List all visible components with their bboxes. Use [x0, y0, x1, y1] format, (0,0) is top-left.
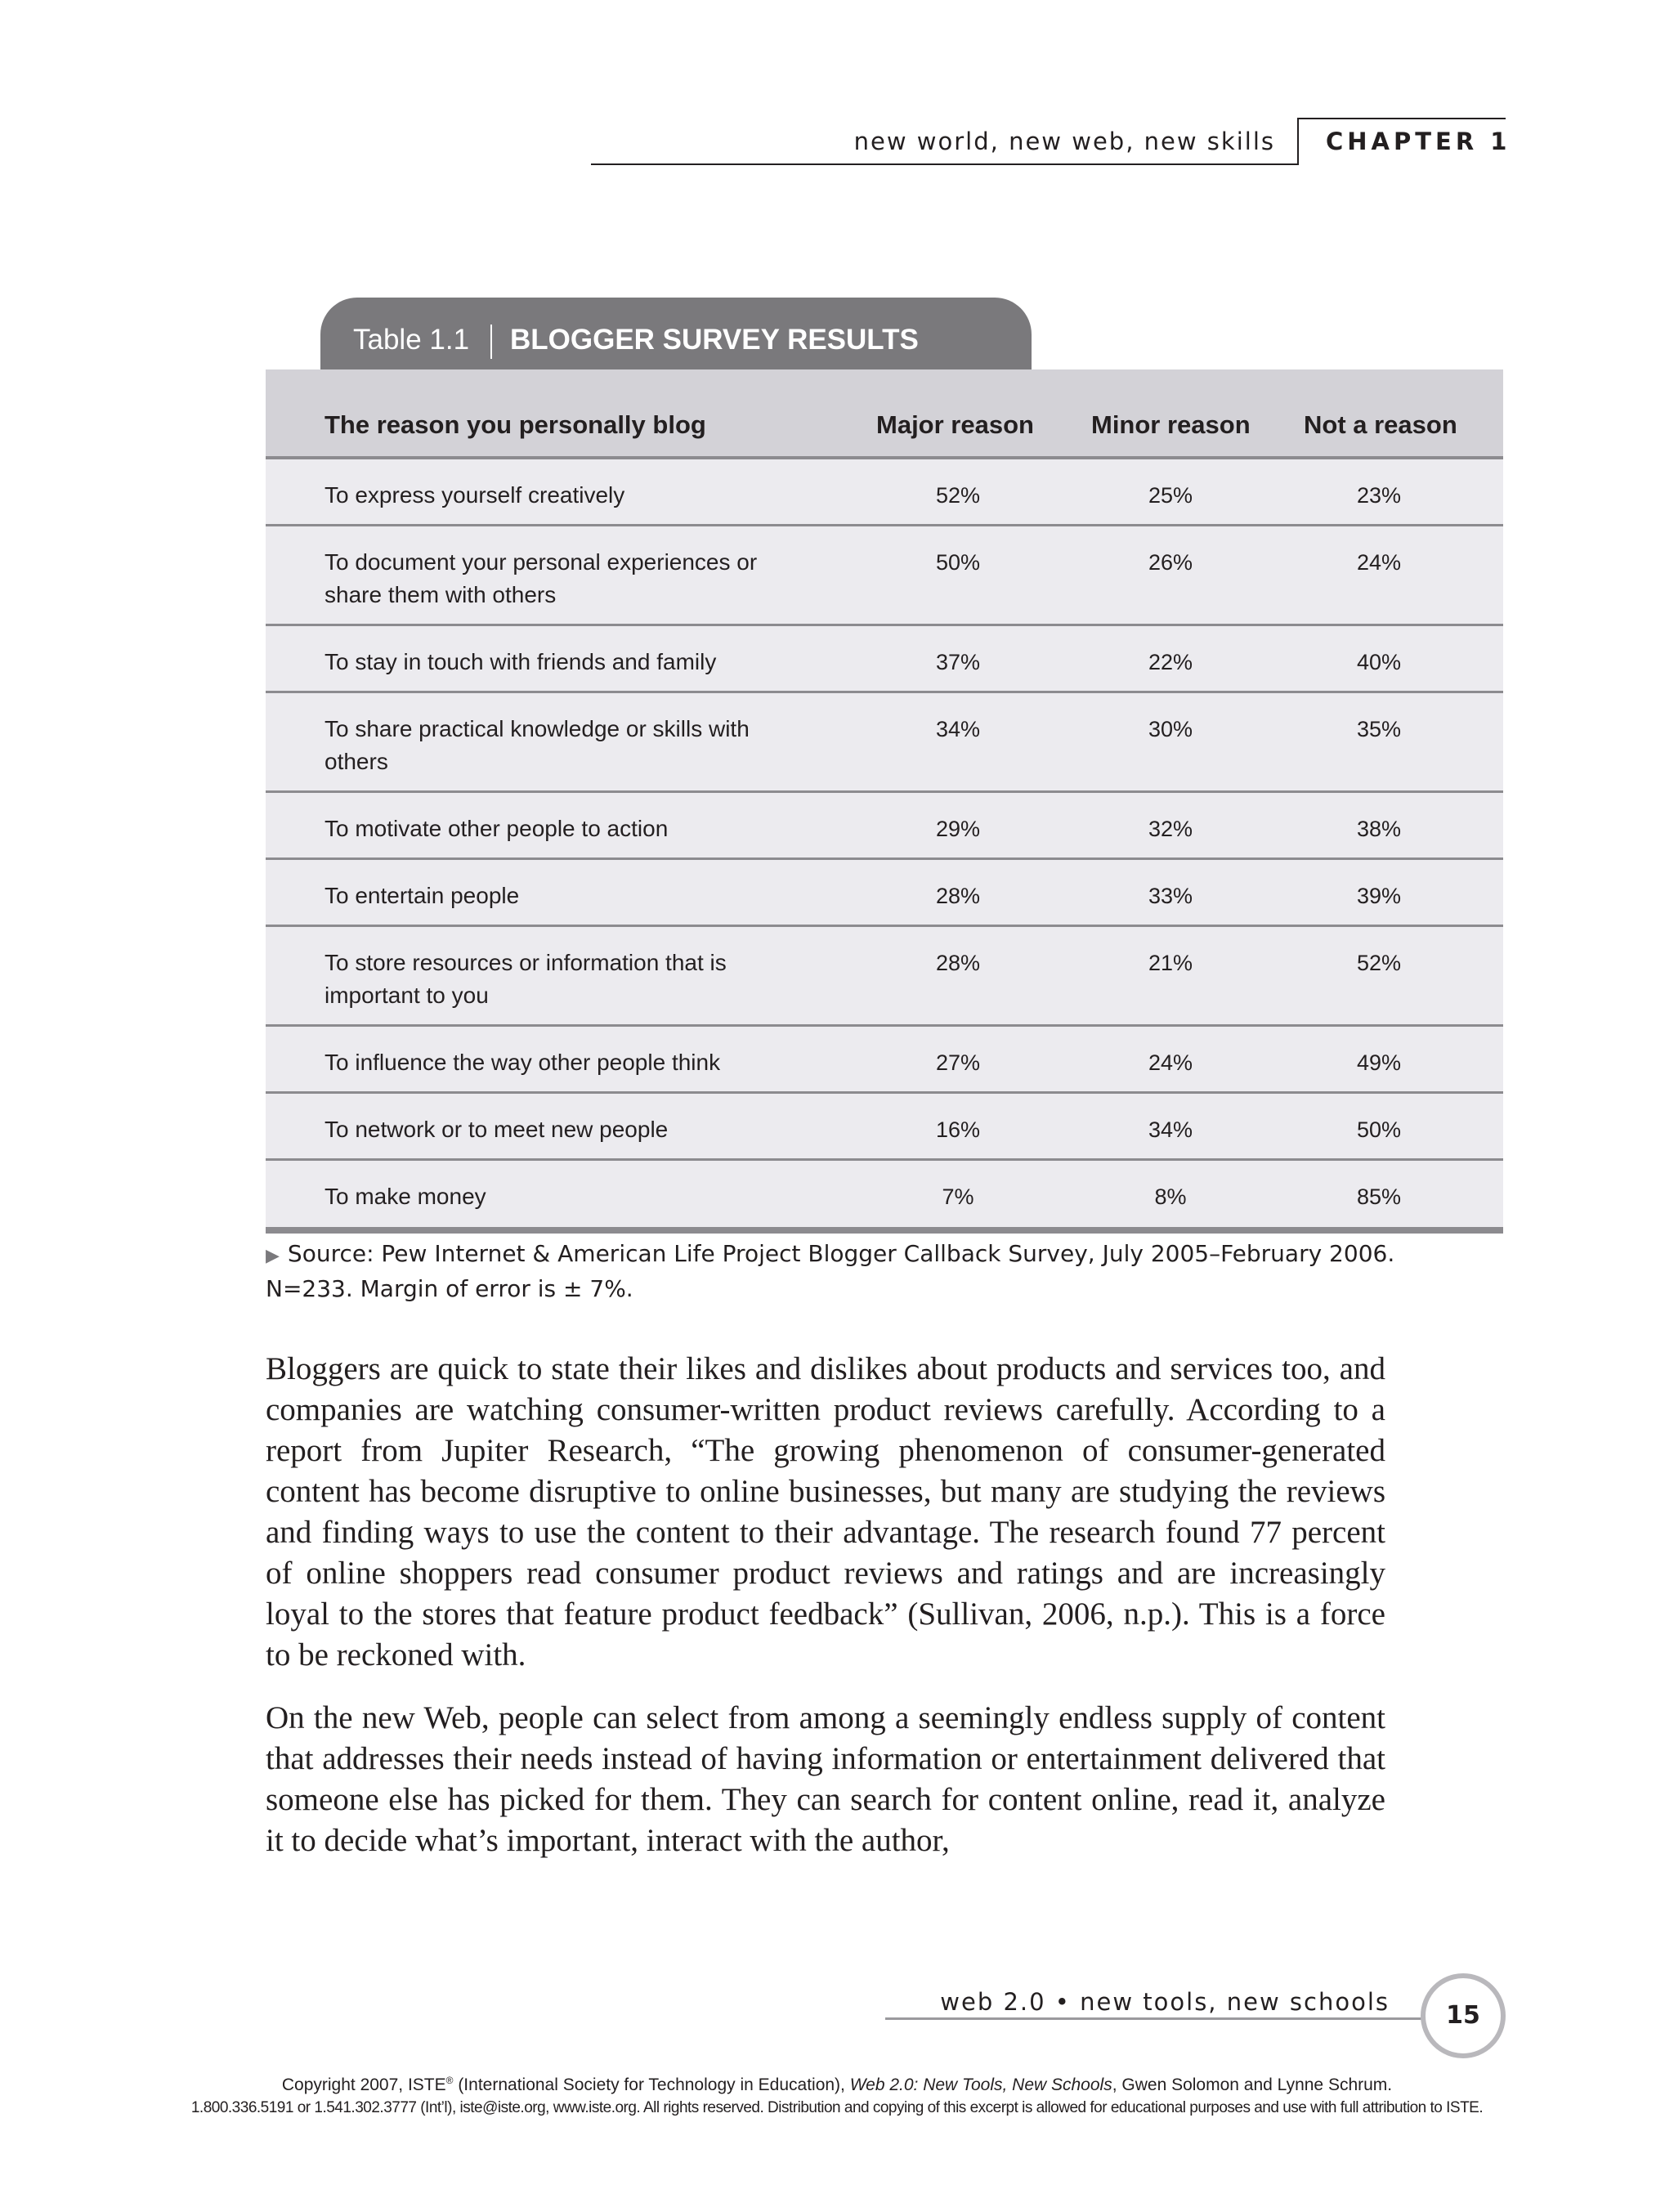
- copyright-line-2: 1.800.336.5191 or 1.541.302.3777 (Int’l), iste@iste.org, www.iste.org. All rights reserved. Distribution and copying of this excerpt is allowed for educational purposes and use with full attribution to ISTE.: [190, 2099, 1484, 2116]
- reason-cell: To influence the way other people think: [325, 1050, 721, 1075]
- not-cell: 23%: [1356, 483, 1402, 508]
- reason-cell: To make money: [325, 1184, 486, 1209]
- reason-cell: To motivate other people to action: [325, 816, 669, 841]
- minor-cell: 30%: [1148, 717, 1193, 741]
- not-cell: 50%: [1356, 1117, 1402, 1142]
- column-header-minor: Minor reason: [1091, 410, 1251, 439]
- header-rule: [591, 163, 1297, 165]
- running-footer-title: web 2.0 • new tools, new schools: [940, 1988, 1390, 2016]
- not-cell: 38%: [1356, 817, 1402, 841]
- source-text: Source: Pew Internet & American Life Project Blogger Callback Survey, July 2005–February 2006. N=233. Margin of error is ± 7%.: [266, 1240, 1395, 1302]
- table-row: [266, 860, 1503, 927]
- reason-cell: To express yourself creatively: [325, 482, 625, 508]
- reason-cell: To network or to meet new people: [325, 1117, 669, 1142]
- table-row: [266, 1027, 1503, 1094]
- not-cell: 40%: [1356, 650, 1402, 674]
- survey-table: [266, 369, 1503, 1234]
- page-number: 15: [1421, 1973, 1506, 2058]
- table-row: [266, 793, 1503, 860]
- reason-cell: To stay in touch with friends and family: [325, 649, 717, 674]
- minor-cell: 22%: [1148, 650, 1193, 674]
- book-title: Web 2.0: New Tools, New Schools: [849, 2075, 1112, 2094]
- copyright-text-c: , Gwen Solomon and Lynne Schrum.: [1112, 2075, 1393, 2094]
- minor-cell: 25%: [1148, 483, 1193, 508]
- reason-cell: To store resources or information that is important to you: [325, 950, 727, 1008]
- body-paragraph-1: Bloggers are quick to state their likes and dislikes about products and services too, and companies are watching consumer-written product reviews carefully. According to a report from Jupiter Research, “The growing phenomenon of consumer-generated content has become disruptive to online businesses, but many are studying the reviews and finding ways to use the content to their advantage. The research found 77 percent of online shoppers read consumer product reviews and ratings and are increasingly loyal to the stores that feature product feedback” (Sullivan, 2006, n.p.). This is a force to be reckoned with.: [266, 1351, 1385, 1672]
- running-header-title: new world, new web, new skills: [853, 128, 1275, 155]
- not-cell: 39%: [1356, 884, 1402, 908]
- major-cell: 50%: [935, 550, 981, 575]
- table-row: [266, 927, 1503, 1027]
- major-cell: 37%: [935, 650, 981, 674]
- minor-cell: 26%: [1148, 550, 1193, 575]
- table-row: [266, 1161, 1503, 1234]
- table-title: BLOGGER SURVEY RESULTS: [510, 324, 919, 356]
- major-cell: 28%: [935, 951, 981, 975]
- copyright-text-b: (International Society for Technology in Education),: [453, 2075, 850, 2094]
- major-cell: 34%: [935, 717, 981, 741]
- copyright-line-1: [0, 2075, 1674, 2095]
- major-cell: 52%: [935, 483, 981, 508]
- minor-cell: 34%: [1148, 1117, 1193, 1142]
- body-paragraph-2: On the new Web, people can select from among a seemingly endless supply of content that addresses their needs instead of having information or entertainment delivered that someone else has picked for them. They can search for content online, read it, analyze it to decide what’s important, interact with the author,: [266, 1700, 1385, 1858]
- not-cell: 35%: [1356, 717, 1402, 741]
- minor-cell: 8%: [1154, 1184, 1187, 1209]
- major-cell: 7%: [942, 1184, 974, 1209]
- copyright-text-a: Copyright 2007, ISTE: [281, 2075, 446, 2094]
- table-row: [266, 626, 1503, 693]
- table-number: Table 1.1: [353, 324, 470, 356]
- triangle-right-icon: ▶: [266, 1246, 280, 1266]
- column-header-reason: The reason you personally blog: [325, 410, 706, 439]
- table-row: [266, 459, 1503, 526]
- reason-cell: To document your personal experiences or share them with others: [325, 549, 758, 607]
- table-source-note: [266, 1238, 1475, 1305]
- not-cell: 52%: [1356, 951, 1402, 975]
- not-cell: 85%: [1356, 1184, 1402, 1209]
- chapter-label: CHAPTER 1: [1326, 128, 1511, 155]
- table-row: [266, 1094, 1503, 1161]
- reason-cell: To share practical knowledge or skills with others: [325, 716, 750, 774]
- minor-cell: 32%: [1148, 817, 1193, 841]
- major-cell: 16%: [935, 1117, 981, 1142]
- minor-cell: 21%: [1148, 951, 1193, 975]
- table-row: [266, 693, 1503, 793]
- major-cell: 29%: [935, 817, 981, 841]
- table-header: [266, 369, 1503, 459]
- registered-mark: ®: [445, 2075, 454, 2086]
- column-header-not: Not a reason: [1304, 410, 1457, 439]
- table-tab-separator: [490, 325, 492, 359]
- major-cell: 27%: [935, 1050, 981, 1075]
- major-cell: 28%: [935, 884, 981, 908]
- not-cell: 24%: [1356, 550, 1402, 575]
- reason-cell: To entertain people: [325, 883, 520, 908]
- column-header-major: Major reason: [876, 410, 1034, 439]
- minor-cell: 24%: [1148, 1050, 1193, 1075]
- not-cell: 49%: [1356, 1050, 1402, 1075]
- table-row: [266, 526, 1503, 626]
- footer-rule: [885, 2017, 1425, 2020]
- minor-cell: 33%: [1148, 884, 1193, 908]
